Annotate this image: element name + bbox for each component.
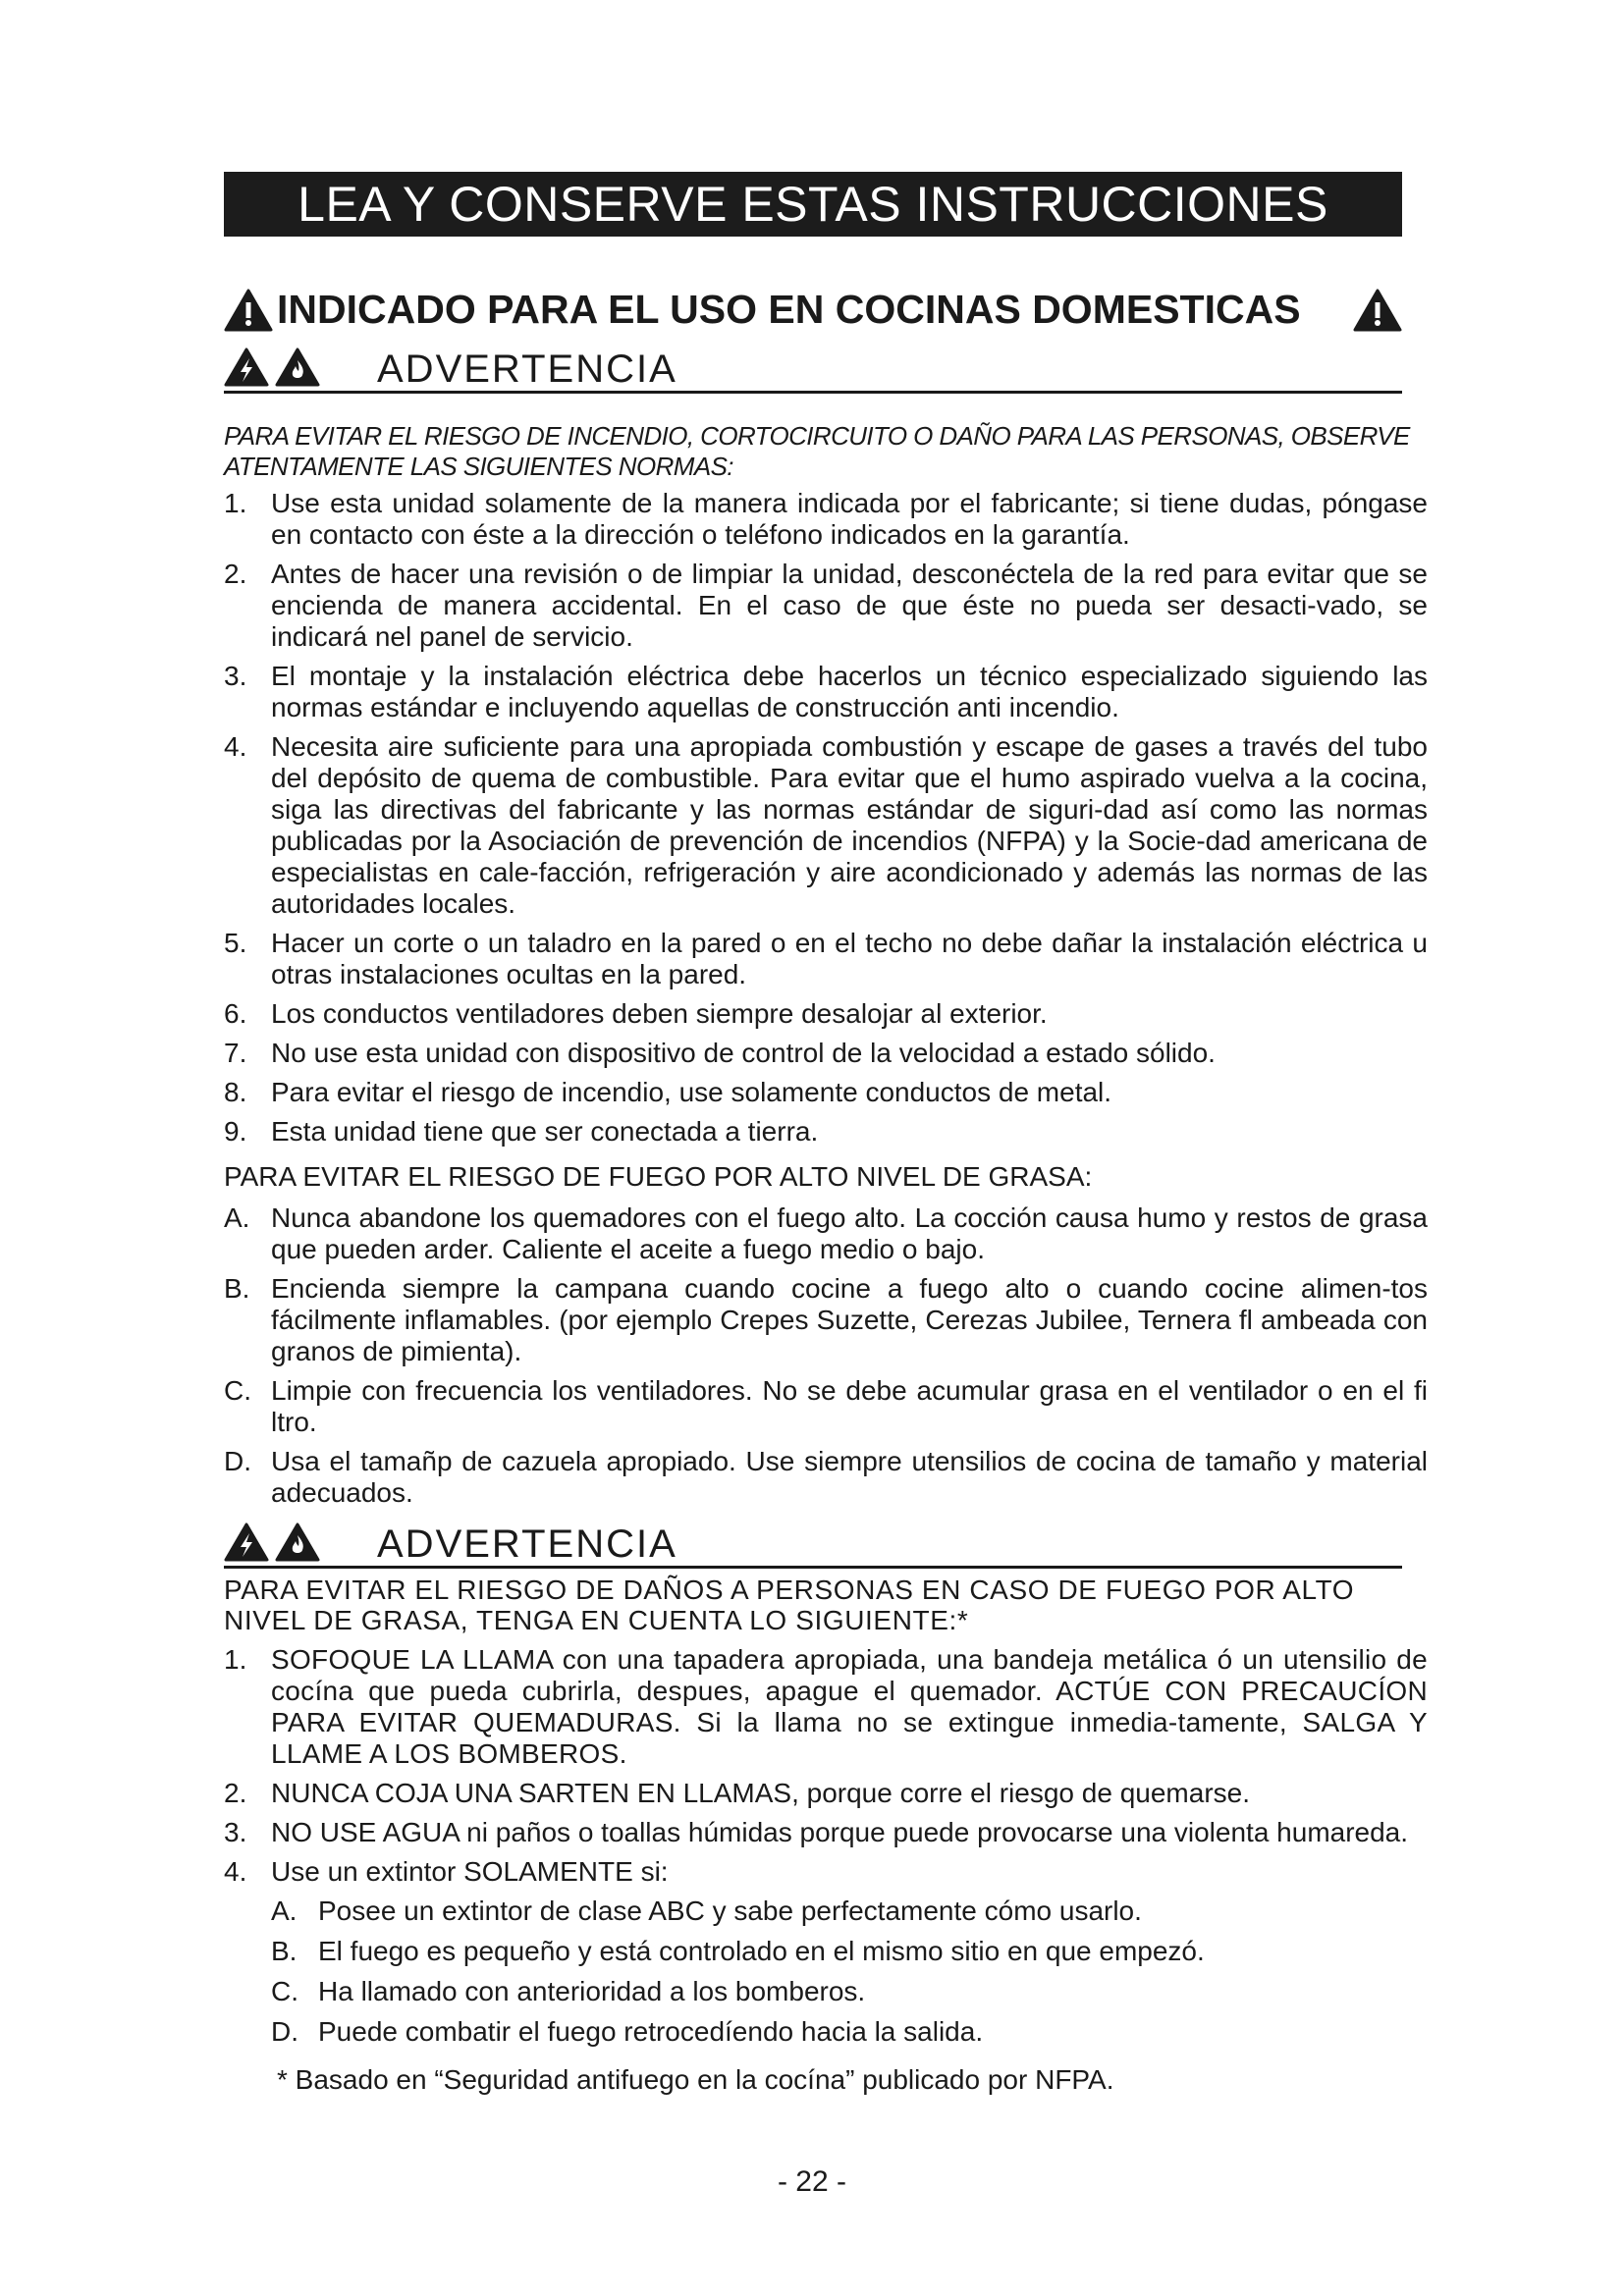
page-number: - 22 - [777, 2165, 847, 2198]
list-item: 3. El montaje y la instalación eléctrica debe hacerlos un técnico especializado siguiendo las normas estándar e incluyendo aquellas de construcción anti incendio. [224, 661, 1428, 722]
footnote: * Basado en “Seguridad antifuego en la cocína” publicado por NFPA. [277, 2064, 1114, 2095]
list-item: 5. Hacer un corte o un taladro en la pared o en el techo no debe dañar la instalación eléctrica u otras instalaciones ocultas en la pared. [224, 928, 1428, 989]
list-item: A. Posee un extintor de clase ABC y sabe perfectamente cómo usarlo. [271, 1896, 1142, 1926]
list-item: B. Encienda siempre la campana cuando cocine a fuego alto o cuando cocine alimen-tos fácilmente inflamables. (por ejemplo Crepes Suzette, Cerezas Jubilee, Ternera fl ambeada con granos de pimienta). [224, 1273, 1428, 1366]
warning-heading-1 [224, 334, 1402, 394]
fire-hazard-icon [275, 1522, 320, 1562]
list-item: 1. SOFOQUE LA LLAMA con una tapadera apropiada, una bandeja metálica ó un utensilio de cocína que pueda cubrirla, despues, apague el quemador. ACTÚE CON PRECAUCÍON PARA EVITAR QUEMADURAS. Si la llama no se extingue inmedia-tamente, SALGA Y LLAME A LOS BOMBEROS. [224, 1644, 1428, 1769]
list-item: A. Nunca abandone los quemadores con el fuego alto. La cocción causa humo y restos de grasa que pueden arder. Caliente el aceite a fuego medio o bajo. [224, 1202, 1428, 1264]
safety-rules-list [224, 488, 1428, 1155]
list-item: 3. NO USE AGUA ni paños o toallas húmidas porque puede provocarse una violenta humareda. [224, 1817, 1409, 1847]
warning-triangle-icon [1353, 289, 1402, 332]
list-item: 9. Esta unidad tiene que ser conectada a tierra. [224, 1116, 819, 1147]
fire-hazard-icon [275, 347, 320, 387]
warning-heading-2 [224, 1509, 1402, 1569]
domestic-use-heading [224, 283, 1402, 332]
domestic-use-title: INDICADO PARA EL USO EN COCINAS DOMESTICAS [277, 287, 1301, 332]
instructions-banner: LEA Y CONSERVE ESTAS INSTRUCCIONES [224, 172, 1402, 237]
warning-title: ADVERTENCIA [377, 347, 677, 391]
list-item: C. Ha llamado con anterioridad a los bomberos. [271, 1976, 866, 2006]
list-item: C. Limpie con frecuencia los ventiladores. No se debe acumular grasa en el ventilador o en el fi ltro. [224, 1375, 1428, 1437]
list-item: B. El fuego es pequeño y está controlado en el mismo sitio en que empezó. [271, 1936, 1205, 1966]
electric-shock-icon [224, 1522, 269, 1562]
list-item: 7. No use esta unidad con dispositivo de control de la velocidad a estado sólido. [224, 1038, 1216, 1068]
warning-intro: PARA EVITAR EL RIESGO DE DAÑOS A PERSONAS EN CASO DE FUEGO POR ALTO NIVEL DE GRASA, TENGA EN CUENTA LO SIGUIENTE:* [224, 1575, 1355, 1635]
list-item: 1. Use esta unidad solamente de la manera indicada por el fabricante; si tiene dudas, póngase en contacto con éste a la dirección o teléfono indicados en la garantía. [224, 488, 1428, 550]
electric-shock-icon [224, 347, 269, 387]
list-item: 2. Antes de hacer una revisión o de limpiar la unidad, desconéctela de la red para evitar que se encienda de manera accidental. En el caso de que éste no pueda ser desacti-vado, se indicará nel panel de servicio. [224, 559, 1428, 652]
list-item: D. Puede combatir el fuego retrocedíendo hacia la salida. [271, 2016, 984, 2047]
list-item: 8. Para evitar el riesgo de incendio, use solamente conductos de metal. [224, 1077, 1112, 1107]
fire-response-list [224, 1644, 1428, 2056]
list-item: 2. NUNCA COJA UNA SARTEN EN LLAMAS, porque corre el riesgo de quemarse. [224, 1778, 1250, 1808]
list-item: D. Usa el tamañp de cazuela apropiado. Use siempre utensilios de cocina de tamaño y material adecuados. [224, 1446, 1428, 1508]
list-item: 4. Necesita aire suficiente para una apropiada combustión y escape de gases a través del tubo del depósito de quema de combustible. Para evitar que el humo aspirado vuelva a la cocina, siga las directivas del fabricante y las normas estándar de siguri-dad así como las normas publicadas por la Asociación de prevención de incendios (NFPA) y la Socie-dad americana de especialistas en cale-facción, refrigeración y aire acondicionado y además las normas de las autoridades locales. [224, 731, 1428, 919]
grease-fire-heading: PARA EVITAR EL RIESGO DE FUEGO POR ALTO NIVEL DE GRASA: [224, 1161, 1093, 1192]
warning-intro: PARA EVITAR EL RIESGO DE INCENDIO, CORTOCIRCUITO O DAÑO PARA LAS PERSONAS, OBSERVE ATENTAMENTE LAS SIGUIENTES NORMAS: [224, 421, 1410, 481]
list-item: 4. Use un extintor SOLAMENTE si: [224, 1856, 669, 1887]
list-item: 6. Los conductos ventiladores deben siempre desalojar al exterior. [224, 998, 1048, 1029]
grease-fire-list [224, 1202, 1428, 1517]
warning-triangle-icon [224, 289, 273, 332]
warning-title: ADVERTENCIA [377, 1522, 677, 1566]
